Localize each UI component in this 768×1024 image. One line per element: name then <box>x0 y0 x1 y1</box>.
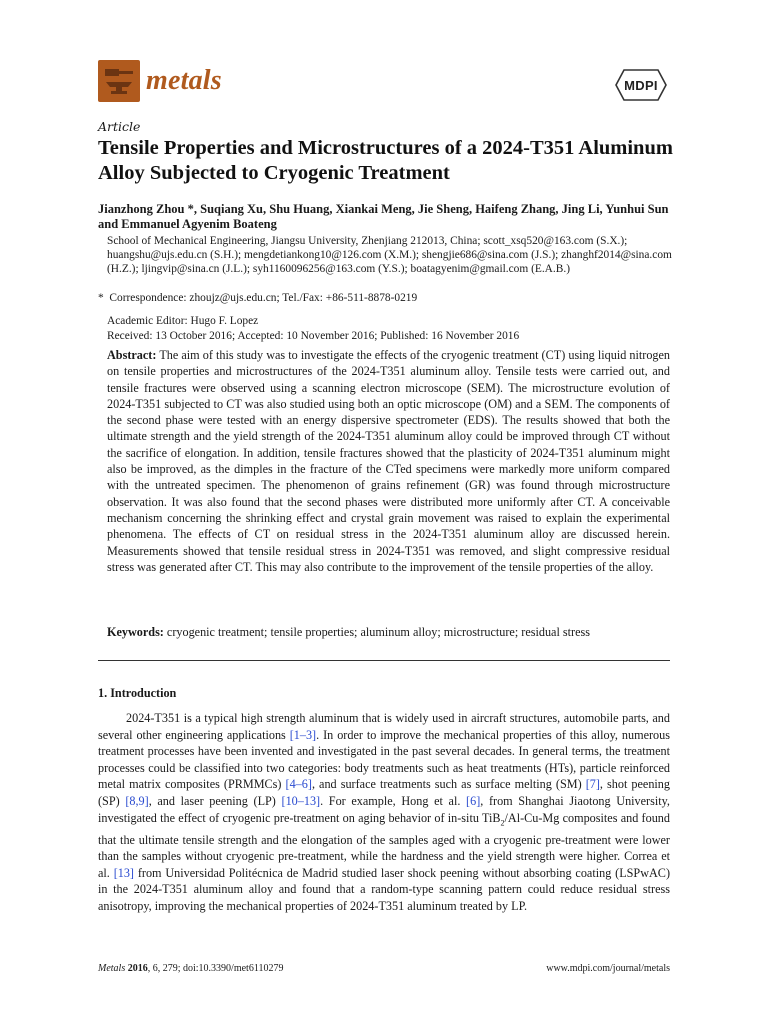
keywords <box>107 624 670 640</box>
anvil-icon <box>98 60 140 102</box>
citation-link[interactable]: [4–6] <box>285 777 312 792</box>
footer-doi: , 6, 279; doi:10.3390/met6110279 <box>147 963 284 974</box>
footer-url[interactable]: www.mdpi.com/journal/metals <box>546 963 670 974</box>
affiliation: School of Mechanical Engineering, Jiangsu University, Zhenjiang 212013, China; scott_xsq520@163.com (S.X.); huangshu@ujs.edu.cn (S.H.); mengdetiankong10@126.com (X.M.); shengjie686@sina.com (J.S.); zhanghf2014@sina.com (H.Z.); ljingvip@sina.cn (J.L.); syh1160096256@163.com (Y.S.); boatagyenim@gmail.com (E.A.B.) <box>107 235 672 275</box>
article-meta <box>107 314 677 344</box>
section-heading-introduction: 1. Introduction <box>98 686 177 700</box>
footer-journal: Metals <box>98 963 126 974</box>
publisher-logo <box>614 68 668 106</box>
subscript: 2 <box>500 818 505 827</box>
footer-year: 2016 <box>127 963 148 974</box>
citation-link[interactable]: [8,9] <box>125 793 149 808</box>
intro-text: from Universidad Politécnica de Madrid studied laser shock peening without absorbing coating (LSPwAC) in the 2024-T351 aluminum alloy and found that a random-type scanning pattern could reduce residual stress anisotropy, improving the mechanical properties of 2024-T351 aluminum treated by LP. <box>98 865 670 913</box>
journal-logo <box>98 60 222 102</box>
footer-citation <box>98 963 283 974</box>
citation-link[interactable]: [1–3] <box>289 727 317 742</box>
correspondence-text: Correspondence: zhoujz@ujs.edu.cn; Tel./Fax: +86-511-8878-0219 <box>109 292 418 304</box>
article-title: Tensile Properties and Microstructures of a 2024-T351 Aluminum Alloy Subjected to Cryogenic Treatment <box>98 137 673 184</box>
intro-text: . For example, Hong et al. <box>320 793 467 808</box>
intro-text: . In order to improve the mechanical properties of this alloy, numerous treatment processes have been invented and investigated in the past several decades. In general terms, the treatment processes could be classified into two categories: body treatments such as heat treatments (HTs), particle reinforced metal matrix composites (PRMMCs) <box>98 727 670 792</box>
keywords-text: cryogenic treatment; tensile properties; aluminum alloy; microstructure; residual stress <box>166 625 590 639</box>
correspondence <box>98 291 678 305</box>
intro-text: /Al-Cu-Mg composites and found that the ultimate tensile strength and the elongation of the samples aged with a cryogenic pre-treatment were lower than the samples without cryogenic pre-treatment, while the hardness and the yield strength were higher. Correa et al. <box>98 810 670 880</box>
intro-text: , and laser peening (LP) <box>148 793 282 808</box>
article-dates: Received: 13 October 2016; Accepted: 10 November 2016; Published: 16 November 2016 <box>107 330 520 342</box>
intro-text: , shot peening (SP) <box>98 777 670 808</box>
abstract-text: The aim of this study was to investigate the effects of the cryogenic treatment (CT) using liquid nitrogen on tensile properties and microstructures of the 2024-T351 aluminum alloy. Tensile tests were carried out, and tensile fractures were observed using a scanning electron microscope (SEM). The microstructure evolution of 2024-T351 subjected to CT was also studied using both an optic microscope (OM) and a SEM. The components of the second phase were tested with an energy dispersive spectrometer (EDS). The results showed that both the ultimate strength and the yield strength of the 2024-T351 aluminum alloy could be improved through CT without the sacrifice of elongation. In addition, tensile fractures showed that the plasticity of 2024-T351 aluminum might also be improved, as the dimples in the fracture of the CTed specimens were markedly more uniform compared with the untreated specimen. The phenomenon of grains refinement (GR) was found through microstructure observation. It was also found that the second phases were distributed more uniformly after CT. A conceivable mechanism concerning the shrinking effect and crystal grain movement was raised to explain the experimental phenomena. The effects of CT on residual stress in the 2024-T351 aluminum alloy are discussed herein. Measurements showed that tensile residual stress in 2024-T351 was removed, and slight compressive residual stress was generated after CT. This may also contribute to the improvement of the tensile properties of the alloy. <box>107 348 671 574</box>
academic-editor: Academic Editor: Hugo F. Lopez <box>107 315 259 327</box>
abstract <box>107 347 670 575</box>
intro-text: , from Shanghai Jiaotong University, investigated the effect of cryogenic pre-treatment on aging behavior of in-situ TiB <box>98 793 670 825</box>
citation-link[interactable]: [7] <box>585 777 600 792</box>
intro-text: , and surface treatments such as surface melting (SM) <box>311 777 586 792</box>
abstract-label: Abstract: <box>107 348 157 362</box>
citation-link[interactable]: [6] <box>466 793 481 808</box>
intro-text: 2024-T351 is a typical high strength aluminum that is widely used in aircraft structures, automobile parts, and several other engineering applications <box>98 711 670 742</box>
section-divider <box>98 660 670 661</box>
keywords-label: Keywords: <box>107 625 164 639</box>
citation-link[interactable]: [13] <box>113 865 134 880</box>
article-type: Article <box>98 119 141 134</box>
correspondence-star: * <box>98 292 104 304</box>
introduction-paragraph <box>98 710 670 915</box>
author-list: Jianzhong Zhou *, Suqiang Xu, Shu Huang, Xiankai Meng, Jie Sheng, Haifeng Zhang, Jing Li, Yunhui Sun and Emmanuel Agyenim Boateng <box>98 202 669 231</box>
publisher-name: MDPI <box>624 77 658 93</box>
journal-name: metals <box>146 65 222 96</box>
citation-link[interactable]: [10–13] <box>281 793 321 808</box>
